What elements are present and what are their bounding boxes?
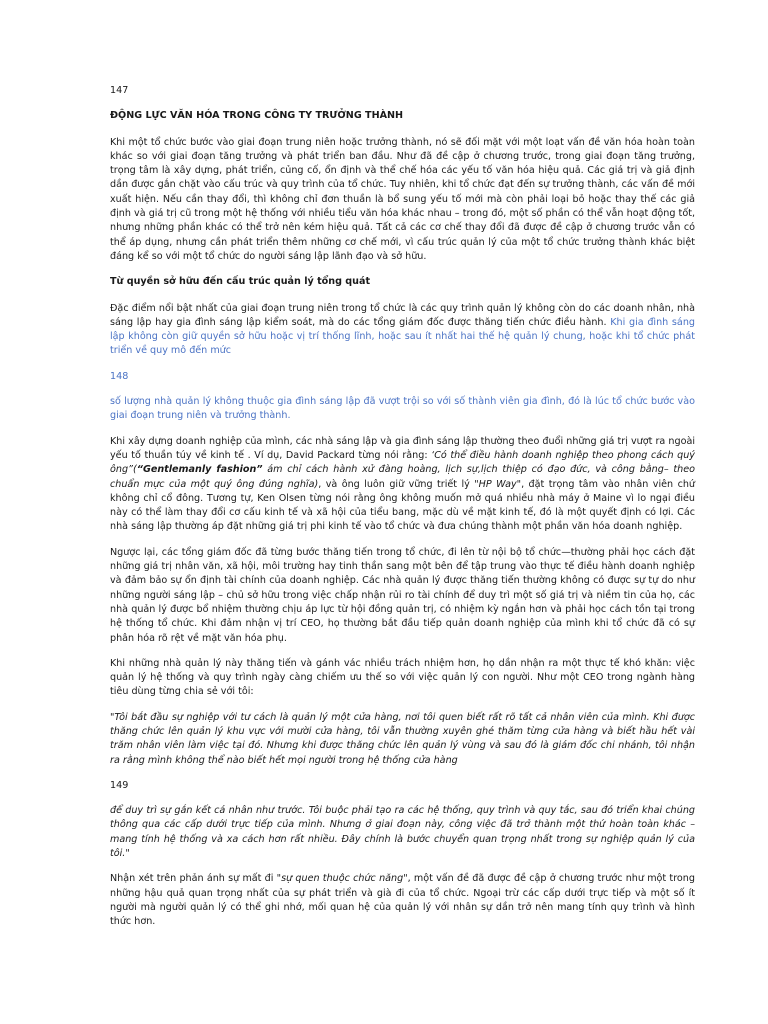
- paragraph-2-text: Đặc điểm nổi bật nhất của giai đoạn trung niên trong tổ chức là các quy trình quản lý không còn do các doanh nhân, nhà sáng lập hay gia đình sáng lập kiểm soát, mà do các tổng giám đốc được thăng tiến chức điều hành.: [110, 302, 695, 328]
- section-heading: Từ quyền sở hữu đến cấu trúc quản lý tổng quát: [110, 276, 371, 288]
- p4-g: , đặt trọng tâm vào nhân viên chứ không chỉ cổ đông. Tương tự, Ken Olsen từng nói rằng ông không muốn mở quá nhiều nhà máy ở Maine vì lo ngại điều này có thể làm thay đổi cơ cấu kinh tế và xã hội của tiểu bang, mặc dù về mặt kinh tế, đó là một quyết định có lợi. Các nhà sáng lập thường áp đặt những giá trị phi kinh tế vào tổ chức và đưa chúng thành một phần văn hóa doanh nghiệp.: [110, 478, 696, 533]
- paragraph-4: [110, 435, 695, 535]
- p4-a: Khi xây dựng doanh nghiệp của mình, các nhà sáng lập và gia đình sáng lập thường theo đuổi những giá trị vượt ra ngoài yếu tố thuần túy về kinh tế . Ví dụ, David Packard từng nói rằng:: [110, 435, 695, 461]
- p4-c: “Gentlemanly fashion”: [136, 464, 263, 476]
- p7-b: "sự quen thuộc chức năng": [276, 873, 408, 885]
- paragraph-2-highlight: Khi gia đình sáng lập không còn giữ quyền sở hữu hoặc vị trí thống lĩnh, hoặc sau ít nhất hai thế hệ quản lý chung, hoặc khi tổ chức phát triển về quy mô đến mức: [110, 316, 695, 357]
- document-page: [110, 84, 695, 941]
- p4-b: ‘Có thể điều hành doanh nghiệp theo phong cách quý ông”(: [110, 449, 695, 476]
- page-number-149: 149: [110, 779, 129, 791]
- p4-e: , và ông luôn giữ vững triết lý: [318, 478, 475, 490]
- p7-c: , một vấn đề đã được đề cập ở chương trước như một trong những hậu quả quan trọng nhất của sự phát triển và già đi của tổ chức. Ngoại trừ các cấp dưới trực tiếp và một số ít người mà người quản lý có thể ghi nhớ, mối quan hệ của quản lý với nhân sự dần trở nên mang tính quy trình và hình thức hơn.: [110, 873, 695, 928]
- paragraph-1: Khi một tổ chức bước vào giai đoạn trung niên hoặc trưởng thành, nó sẽ đối mặt với một loạt vấn đề văn hóa hoàn toàn khác so với giai đoạn tăng trưởng và phát triển ban đầu. Như đã đề cập ở chương trước, trong giai đoạn tăng trưởng, trọng tâm là xây dựng, phát triển, củng cố, ổn định và thể chế hóa các yếu tố văn hóa hiệu quả. Các giá trị và giả định dần được gắn chặt vào cấu trúc và quy trình của tổ chức. Tuy nhiên, khi tổ chức đạt đến sự trưởng thành, các vấn đề mới xuất hiện. Nếu cần thay đổi, thì không chỉ đơn thuần là bổ sung yếu tố mới mà còn phải loại bỏ hoặc thay thế các giả định và giá trị cũ trong một hệ thống với nhiều tiểu văn hóa khác nhau – trong đó, một số phần có thể vẫn hoạt động tốt, nhưng những phần khác có thể trở nên kém hiệu quả. Tất cả các cơ chế thay đổi đã được đề cập ở chương trước vẫn có thể áp dụng, nhưng cần phát triển thêm những cơ chế mới, vì cấu trúc quản lý của một tổ chức trưởng thành khác biệt đáng kể so với một tổ chức do người sáng lập lãnh đạo và sở hữu.: [110, 136, 695, 262]
- quote-part-2: để duy trì sự gắn kết cá nhân như trước. Tôi buộc phải tạo ra các hệ thống, quy trình và quy tắc, sau đó triển khai chúng thông qua các cấp dưới trực tiếp của mình. Nhưng ở giai đoạn này, công việc đã trở thành một thứ hoàn toàn khác – mang tính hệ thống và xa cách hơn rất nhiều. Đây chính là bước chuyển quan trọng nhất trong sự nghiệp quản lý của tôi.": [110, 805, 695, 860]
- page-number-147: 147: [110, 85, 129, 96]
- p4-f: "HP Way": [474, 478, 522, 490]
- p7-a: Nhận xét trên phản ánh sự mất đi: [110, 873, 277, 885]
- paragraph-7: [110, 872, 695, 929]
- page-number-148: 148: [110, 370, 129, 382]
- paragraph-5: Ngược lại, các tổng giám đốc đã từng bước thăng tiến trong tổ chức, đi lên từ nội bộ tổ chức—thường phải học cách đặt những giá trị nhân văn, xã hội, môi trường hay tinh thần sang một bên để tập trung vào thực tế điều hành doanh nghiệp và đảm bảo sự ổn định tài chính của doanh nghiệp. Các nhà quản lý được thăng tiến thường không có được sự tự do như những người sáng lập – chủ sở hữu trong việc chấp nhận rủi ro tài chính để duy trì một số giá trị và niềm tin của họ, các nhà quản lý được bổ nhiệm thường chịu áp lực từ hội đồng quản trị, có nhiệm kỳ ngắn hơn và phải học cách tồn tại trong hệ thống tổ chức. Khi đảm nhận vị trí CEO, họ thường bắt đầu tiếp quản doanh nghiệp của mình khi tổ chức đã có sự phân hóa rõ rệt về mặt văn hóa phụ.: [110, 546, 695, 644]
- paragraph-2: [110, 302, 695, 359]
- chapter-title: ĐỘNG LỰC VĂN HÓA TRONG CÔNG TY TRƯỞNG THÀNH: [110, 110, 404, 122]
- quote-part-1: "Tôi bắt đầu sự nghiệp với tư cách là quản lý một cửa hàng, nơi tôi quen biết rất rõ tất cả nhân viên của mình. Khi được thăng chức lên quản lý khu vực với mười cửa hàng, tôi vẫn thường xuyên ghé thăm từng cửa hàng và biết hầu hết vài trăm nhân viên làm việc tại đó. Nhưng khi được thăng chức lên quản lý vùng và sau đó là giám đốc chi nhánh, tôi nhận ra rằng mình không thể nào biết hết mọi người trong hệ thống cửa hàng: [110, 711, 695, 766]
- p4-d: ám chỉ cách hành xử đàng hoàng, lịch sự,lịch thiệp có đạo đức, và công bằng– theo chuẩn mực của một quý ông đúng nghĩa): [110, 464, 695, 490]
- paragraph-6: Khi những nhà quản lý này thăng tiến và gánh vác nhiều trách nhiệm hơn, họ dần nhận ra một thực tế khó khăn: việc quản lý hệ thống và quy trình ngày càng chiếm ưu thế so với việc quản lý con người. Như một CEO trong ngành hàng tiêu dùng từng chia sẻ với tôi:: [110, 657, 695, 698]
- paragraph-3: số lượng nhà quản lý không thuộc gia đình sáng lập đã vượt trội so với số thành viên gia đình, đó là lúc tổ chức bước vào giai đoạn trung niên và trưởng thành.: [110, 396, 695, 422]
